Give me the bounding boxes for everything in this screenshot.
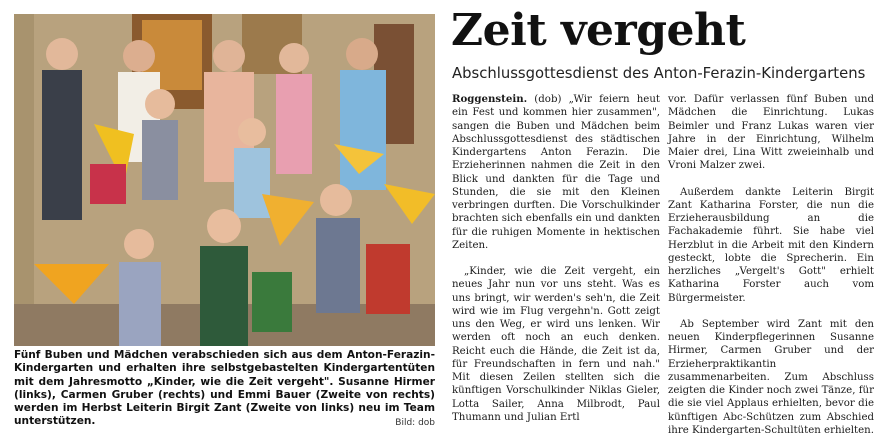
- paragraph: Ab September wird Zant mit den neuen Kinderpflegerinnen Susanne Hirmer, Carmen Gruber und der Erzieherpraktikantin zusammenarbeiten. Zum Abschluss zeigten die Kinder noch zwei Tänze, für die sie viel Applaus erhielten, bevor die künftigen Abc-Schützen zum Abschied ihre Kindergarten-Schultüten erhielten.: [668, 318, 874, 436]
- article-column-1: [452, 93, 660, 424]
- article-column-2: [668, 93, 874, 437]
- article-headline: Zeit vergeht: [451, 5, 746, 56]
- group-photo: [14, 14, 435, 346]
- dateline: Roggenstein.: [452, 93, 528, 105]
- paragraph: vor. Dafür verlassen fünf Buben und Mädchen die Einrichtung. Lukas Beimler und Franz Lukas waren vier Jahre in der Einrichtung, Wilhelm Maier drei, Lina Witt zweieinhalb und Vroni Malzer zwei.: [668, 94, 874, 172]
- caption-text: Fünf Buben und Mädchen verabschieden sich aus dem Anton-Ferazin-Kindergarten und erhalten ihre selbstgebastelten Kindergartentüten mit dem Jahresmotto „Kinder, wie die Zeit vergeht". Susanne Hirmer (links), Carmen Gruber (rechts) und Emmi Bauer (Zweite von rechts) werden im Herbst Leiterin Birgit Zant (Zweite von links) neu im Team unterstützen.: [14, 349, 435, 428]
- photo-credit: Bild: dob: [395, 418, 435, 429]
- paragraph-text: (dob) „Wir feiern heut ein Fest und kommen hier zusammen", sangen die Buben und Mädchen beim Abschlussgottesdienst des städtischen Kindergartens Anton Ferazin. Die Erzieherinnen nahmen die Zeit in den Blick und dankten für die Tage und Stunden, die sie mit den Kleinen verbringen durften. Die Vorschulkinder brachten sich ebenfalls ein und dankten für die ruhigen Momente in hektischen Zeiten.: [452, 94, 660, 251]
- article-subheadline: Abschlussgottesdienst des Anton-Ferazin-Kindergartens: [452, 65, 866, 82]
- paragraph: [452, 93, 660, 252]
- photo-caption: [14, 349, 435, 431]
- paragraph: Außerdem dankte Leiterin Birgit Zant Katharina Forster, die nun die Erzieherausbildung an die Fachakademie führt. Sie habe viel Herzblut in die Arbeit mit den Kindern gesteckt, lobte die Sprecherin. Ein herzliches „Vergelt's Gott" erhielt Katharina Forster auch vom Bürgermeister.: [668, 186, 874, 304]
- paragraph: „Kinder, wie die Zeit vergeht, ein neues Jahr nun vor uns steht. Was es uns bringt, wir werden's seh'n, die Zeit wird wie im Flug vergehn'n. Gott zeigt uns den Weg, er wird uns lenken. Wir werden oft noch an euch denken. Reicht euch die Hände, die Zeit ist da, für Freundschaften in fern und nah." Mit diesen Zeilen stellten sich die künftigen Vorschulkinder Niklas Gieler, Lotta Sailer, Anna Milbrodt, Paul Thumann und Julian Ertl: [452, 266, 660, 423]
